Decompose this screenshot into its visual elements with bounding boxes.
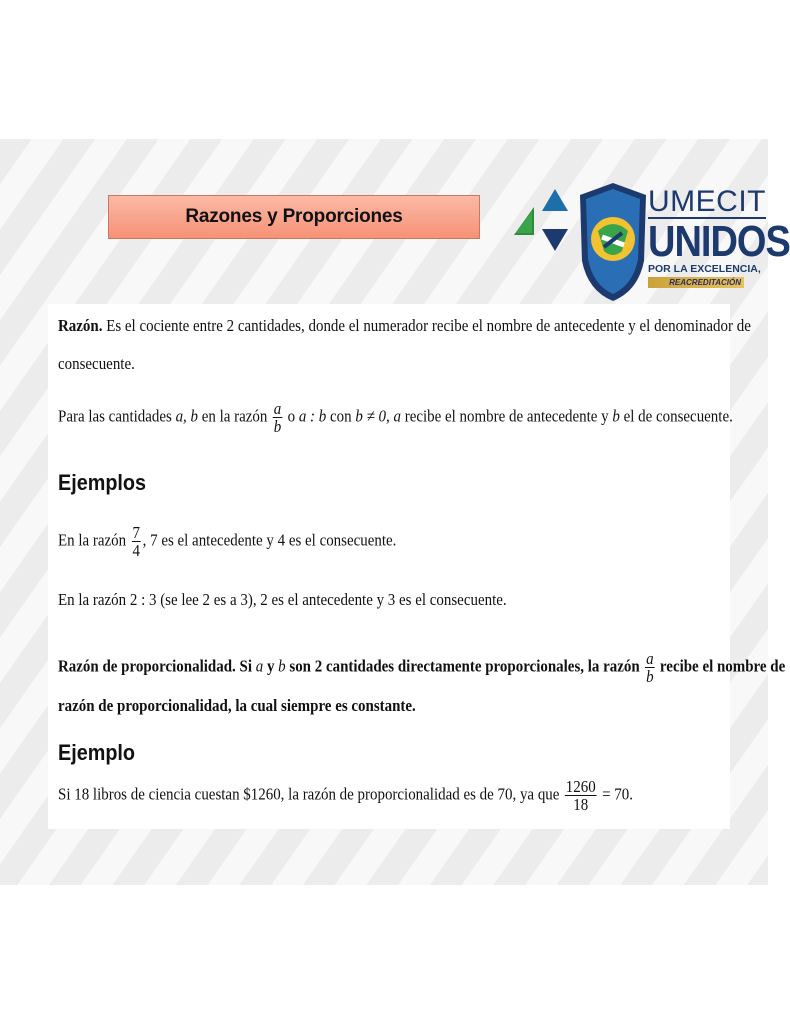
prop-text-3: son 2 cantidades directamente proporcionales, la razón bbox=[285, 656, 644, 676]
brand-ribbon: REACREDITACIÓN bbox=[648, 277, 744, 288]
slide bbox=[0, 139, 790, 885]
fraction-den: b bbox=[273, 417, 282, 436]
brand-name: UMECIT bbox=[648, 185, 766, 218]
example2-line: En la razón 2 : 3 (se lee 2 es a 3), 2 es el antecedente y 3 es el consecuente. bbox=[58, 590, 507, 609]
prop-term: Razón de proporcionalidad. bbox=[58, 656, 236, 676]
fraction-num: 7 bbox=[132, 523, 140, 542]
up-triangle-icon bbox=[542, 189, 568, 211]
prop-text-1: Si bbox=[235, 656, 256, 676]
para-text-5: recibe el nombre de antecedente y bbox=[400, 406, 613, 426]
prop-b: b bbox=[278, 656, 286, 676]
brand-block bbox=[648, 185, 790, 288]
ejemplo-heading: Ejemplo bbox=[58, 740, 136, 765]
slide-title: Razones y Proporciones bbox=[185, 206, 403, 227]
ejemplos-heading: Ejemplos bbox=[58, 470, 147, 495]
fraction-1260-over-18 bbox=[565, 778, 597, 813]
fraction-den: 18 bbox=[573, 795, 589, 814]
razon-definition-line1 bbox=[58, 316, 751, 336]
para-text-6: el de consecuente. bbox=[619, 406, 733, 426]
para-ratio: a : b bbox=[298, 406, 327, 426]
para-cond: b ≠ 0, a bbox=[355, 406, 401, 426]
prop-a: a bbox=[255, 656, 264, 676]
fraction-7-over-4 bbox=[132, 524, 141, 559]
ej-end: = 70. bbox=[598, 784, 633, 804]
brand-subslogan: POR LA EXCELENCIA, bbox=[648, 263, 761, 275]
razon-def-text: Es el cociente entre 2 cantidades, donde el numerador recibe el nombre de antecedente y el denominador de bbox=[102, 316, 751, 335]
prop-text-2: y bbox=[263, 656, 279, 676]
ej-text: Si 18 libros de ciencia cuestan $1260, la razón de proporcionalidad es de 70, ya que bbox=[58, 784, 564, 804]
fraction-num: a bbox=[273, 399, 282, 418]
para-text-2: en la razón bbox=[198, 406, 272, 426]
fraction-a-over-b-2 bbox=[645, 650, 654, 685]
fraction-num: a bbox=[646, 649, 654, 668]
down-triangle-icon bbox=[542, 229, 568, 251]
fraction-a-over-b bbox=[273, 400, 282, 435]
fraction-num: 1260 bbox=[565, 777, 596, 796]
proporcionalidad-line1 bbox=[58, 650, 785, 685]
para-text-1: Para las cantidades bbox=[58, 406, 176, 426]
para-text-4: con bbox=[326, 406, 356, 426]
shield-emblem-icon bbox=[578, 181, 648, 303]
green-triangle-icon bbox=[514, 207, 534, 235]
ejemplo-line bbox=[58, 778, 633, 813]
para-ab: a, b bbox=[175, 406, 199, 426]
example1-line bbox=[58, 524, 396, 559]
prop-text-4: recibe el nombre de bbox=[656, 656, 786, 676]
para-text-3: o bbox=[283, 406, 299, 426]
ex1-text-a: En la razón bbox=[58, 530, 130, 550]
proporcionalidad-line2: razón de proporcionalidad, la cual siempre es constante. bbox=[58, 696, 416, 715]
brand-slogan: UNIDOS bbox=[648, 217, 790, 267]
razon-definition-line2: consecuente. bbox=[58, 354, 135, 373]
fraction-den: b bbox=[646, 667, 654, 686]
content-panel bbox=[48, 304, 786, 829]
razon-term: Razón. bbox=[58, 316, 103, 335]
para-b: b bbox=[612, 406, 620, 426]
fraction-den: 4 bbox=[132, 541, 140, 560]
para-line bbox=[58, 400, 733, 435]
umecit-logo bbox=[514, 179, 790, 309]
ex1-text-b: , 7 es el antecedente y 4 es el consecuente. bbox=[142, 530, 397, 550]
title-banner bbox=[108, 195, 480, 239]
